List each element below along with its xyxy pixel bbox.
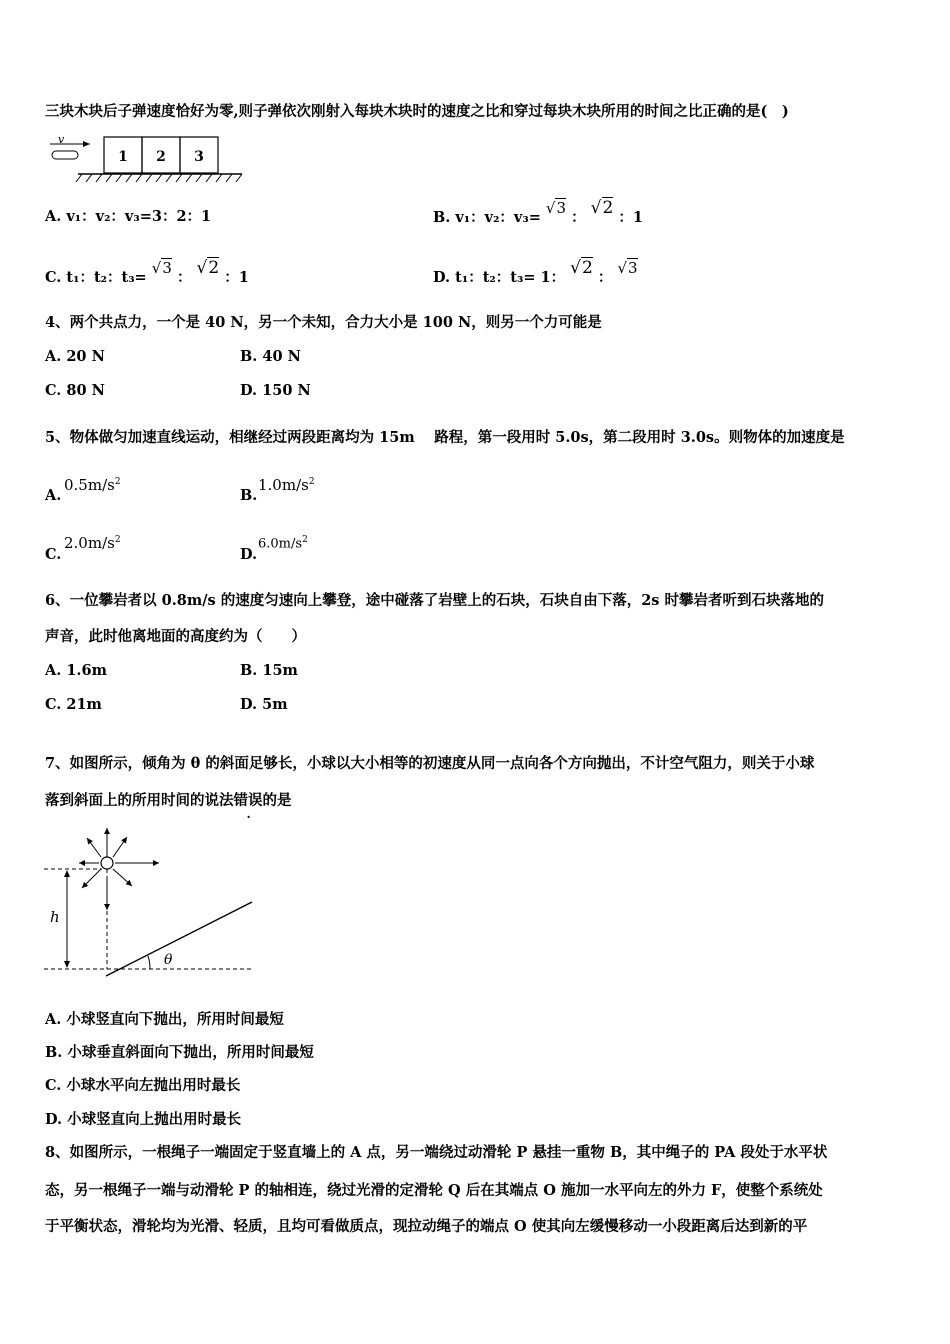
q8-stem-line1: 8、如图所示，一根绳子一端固定于竖直墙上的 A 点，另一端绕过动滑轮 P 悬挂一重物 B，其中绳子的 PA 段处于水平状 — [45, 1144, 828, 1161]
q3-option-c-lead: t₁：t₂：t₃= — [66, 269, 147, 286]
q3-option-b-prefix: B. — [433, 209, 451, 226]
q7-incline-projectile-figure — [42, 820, 257, 980]
q7-option-c[interactable]: C. 小球水平向左抛出用时最长 — [45, 1077, 241, 1094]
q6-option-c[interactable]: C. 21m — [45, 696, 102, 713]
q6-option-a[interactable]: A. 1.6m — [45, 662, 107, 679]
q7-figure-h-label: h — [50, 908, 60, 926]
q3-option-b-tail: ：1 — [618, 209, 643, 226]
q4-option-d[interactable]: D. 150 N — [240, 382, 311, 399]
q5-option-b[interactable] — [240, 486, 257, 506]
q4-stem: 4、两个共点力，一个是 40 N，另一个未知，合力大小是 100 N，则另一个力可能是 — [45, 314, 602, 331]
q5-option-d[interactable] — [240, 545, 257, 565]
q7-stem-line2 — [45, 791, 292, 811]
q3-option-d-lead: t₁：t₂：t₃= 1： — [455, 269, 566, 286]
q3-option-b-radical-2: √2 — [590, 198, 614, 218]
q7-ball — [101, 857, 113, 869]
q3-option-d-sep: ： — [597, 269, 613, 286]
q7-option-a[interactable]: A. 小球竖直向下抛出，所用时间最短 — [45, 1011, 284, 1028]
q3-figure-v-label: v — [58, 133, 65, 146]
q4-option-b[interactable]: B. 40 N — [240, 348, 301, 365]
q6-option-d[interactable]: D. 5m — [240, 696, 288, 713]
q3-option-d-prefix: D. — [433, 269, 451, 286]
q6-option-b[interactable]: B. 15m — [240, 662, 298, 679]
q3-option-c-prefix: C. — [45, 269, 62, 286]
q7-stem-emphasis: 错误 — [233, 792, 263, 809]
q3-option-b-radical-1: √3 — [545, 199, 567, 217]
q7-figure-theta-label: θ — [164, 952, 173, 968]
q3-option-b[interactable] — [433, 198, 643, 228]
q3-bullet-blocks-figure — [48, 132, 248, 186]
q5-option-c[interactable] — [45, 545, 61, 565]
q3-option-b-sep: ： — [571, 209, 586, 226]
q6-stem-line2: 声音，此时他离地面的高度约为（ ） — [45, 628, 306, 645]
q5-stem: 5、物体做匀加速直线运动，相继经过两段距离均为 15m 路程，第一段用时 5.0s，第二段用时 3.0s。则物体的加速度是 — [45, 429, 845, 446]
q3-stem: 三块木块后子弹速度恰好为零,则子弹依次刚射入每块木块时的速度之比和穿过每块木块所用的时间之比正确的是( ) — [45, 103, 789, 120]
q3-option-d-radical-2: √3 — [617, 259, 638, 277]
q6-stem-line1: 6、一位攀岩者以 0.8m/s 的速度匀速向上攀登，途中碰落了岩壁上的石块，石块自由下落，2s 时攀岩者听到石块落地的 — [45, 592, 825, 609]
q8-stem-line3: 于平衡状态，滑轮均为光滑、轻质，且均可看做质点，现拉动绳子的端点 O 使其向左缓慢移动一小段距离后达到新的平 — [45, 1218, 808, 1235]
q3-option-c-tail: ：1 — [224, 269, 249, 286]
q3-option-c-radical-2: √2 — [196, 258, 220, 278]
q3-block-label-2: 2 — [156, 149, 166, 165]
q3-option-b-lead: v₁：v₂：v₃= — [455, 209, 541, 226]
q4-option-c[interactable]: C. 80 N — [45, 382, 105, 399]
q3-block-label-3: 3 — [194, 149, 204, 165]
q7-stem-line2-a: 落到斜面上的所用时间的说法 — [45, 792, 234, 809]
q3-option-a-prefix: A. — [45, 208, 62, 225]
q5-option-d-prefix: D. — [240, 546, 258, 563]
q3-option-c-radical-1: √3 — [151, 259, 172, 277]
q5-option-b-value: $1.0m/s^2$ — [258, 476, 315, 494]
q5-option-a[interactable] — [45, 486, 61, 506]
q3-option-d[interactable] — [433, 258, 638, 288]
q3-option-a-text: v₁：v₂：v₃=3：2：1 — [66, 208, 212, 225]
q4-option-a[interactable]: A. 20 N — [45, 348, 105, 365]
q7-stem-line1: 7、如图所示，倾角为 θ 的斜面足够长，小球以大小相等的初速度从同一点向各个方向抛出，不计空气阻力，则关于小球 — [45, 755, 815, 772]
q7-stem-line2-c: 的是 — [262, 792, 292, 809]
q3-option-c-sep: ： — [176, 269, 192, 286]
q5-option-d-value: $6.0m/s^2$ — [258, 535, 308, 552]
q3-option-a[interactable] — [45, 207, 211, 227]
q3-block-label-1: 1 — [118, 149, 128, 165]
q7-option-d[interactable]: D. 小球竖直向上抛出用时最长 — [45, 1111, 242, 1128]
q5-option-c-prefix: C. — [45, 546, 62, 563]
q5-option-b-prefix: B. — [240, 487, 258, 504]
q7-option-b[interactable]: B. 小球垂直斜面向下抛出，所用时间最短 — [45, 1044, 314, 1061]
q8-stem-line2: 态，另一根绳子一端与动滑轮 P 的轴相连，绕过光滑的定滑轮 Q 后在其端点 O 施加一水平向左的外力 F，使整个系统处 — [45, 1182, 823, 1199]
q5-option-c-value: $2.0m/s^2$ — [64, 534, 121, 552]
q3-option-c[interactable] — [45, 258, 249, 288]
q5-option-a-prefix: A. — [45, 487, 62, 504]
q3-option-d-radical-1: √2 — [570, 258, 593, 278]
q5-option-a-value: $0.5m/s^2$ — [64, 476, 121, 494]
